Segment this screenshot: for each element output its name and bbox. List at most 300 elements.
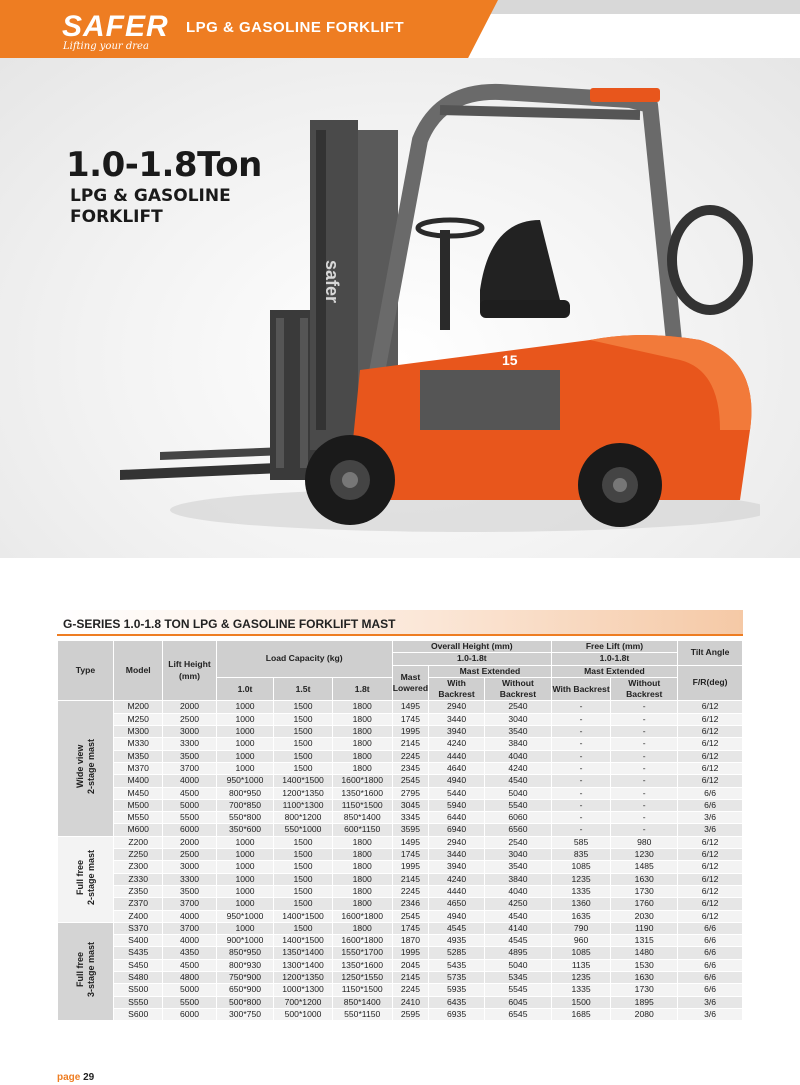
table-row	[58, 1008, 743, 1020]
unit-number: 15	[502, 352, 518, 368]
table-cell: 1500	[274, 726, 332, 738]
body-grey-panel	[420, 370, 560, 430]
table-cell: Z330	[114, 873, 163, 885]
th-mast-lowered: Mast Lowered	[392, 665, 428, 701]
table-cell: 1745	[392, 922, 428, 934]
table-cell: -	[551, 812, 611, 824]
table-row	[58, 713, 743, 725]
header-title: LPG & GASOLINE FORKLIFT	[186, 19, 405, 36]
table-cell: -	[551, 762, 611, 774]
mast-type-label: Wide view 2-stage mast	[74, 739, 96, 795]
table-cell: 1800	[332, 849, 392, 861]
table-cell: -	[551, 750, 611, 762]
table-row	[58, 762, 743, 774]
table-cell: 4250	[485, 898, 552, 910]
table-cell: 1235	[551, 972, 611, 984]
table-cell: 900*1000	[216, 935, 274, 947]
table-cell: 1500	[274, 873, 332, 885]
table-cell: 1600*1800	[332, 775, 392, 787]
table-cell: 6/12	[678, 873, 743, 885]
spec-table-body	[58, 701, 743, 1021]
table-cell: 5040	[485, 959, 552, 971]
table-cell: 4545	[485, 935, 552, 947]
table-cell: 585	[551, 836, 611, 848]
table-row	[58, 799, 743, 811]
table-cell: 4540	[485, 910, 552, 922]
table-cell: M350	[114, 750, 163, 762]
table-cell: 1995	[392, 726, 428, 738]
table-cell: 3840	[485, 738, 552, 750]
th-overall-range: 1.0-1.8t	[392, 653, 551, 665]
table-cell: 1200*1350	[274, 787, 332, 799]
table-cell: S435	[114, 947, 163, 959]
table-cell: 2000	[163, 701, 216, 713]
table-cell: 4650	[429, 898, 485, 910]
table-cell: -	[611, 701, 678, 713]
table-cell: 6440	[429, 812, 485, 824]
table-cell: -	[611, 812, 678, 824]
table-cell: 3940	[429, 861, 485, 873]
table-cell: -	[611, 775, 678, 787]
table-cell: 4800	[163, 972, 216, 984]
table-cell: 800*930	[216, 959, 274, 971]
table-cell: 1995	[392, 947, 428, 959]
table-cell: M330	[114, 738, 163, 750]
table-cell: 1000	[216, 762, 274, 774]
table-row	[58, 849, 743, 861]
section-title: G-SERIES 1.0-1.8 TON LPG & GASOLINE FORKLIFT MAST	[63, 617, 396, 631]
th-free-range: 1.0-1.8t	[551, 653, 677, 665]
table-cell: 5540	[485, 799, 552, 811]
table-cell: M400	[114, 775, 163, 787]
table-cell: 1800	[332, 836, 392, 848]
table-cell: 2245	[392, 750, 428, 762]
table-cell: 1250*1550	[332, 972, 392, 984]
table-cell: 3/6	[678, 812, 743, 824]
table-cell: 6/12	[678, 885, 743, 897]
table-cell: 2500	[163, 849, 216, 861]
table-cell: 1400*1500	[274, 910, 332, 922]
th-overall-with-backrest: With Backrest	[429, 677, 485, 701]
th-lift-height: Lift Height (mm)	[163, 641, 216, 701]
table-cell: 3700	[163, 762, 216, 774]
table-cell: 6/12	[678, 750, 743, 762]
table-cell: 6/6	[678, 947, 743, 959]
table-cell: 5000	[163, 984, 216, 996]
table-row	[58, 947, 743, 959]
table-cell: 1335	[551, 885, 611, 897]
table-row	[58, 824, 743, 836]
table-cell: 1800	[332, 898, 392, 910]
table-cell: 1800	[332, 885, 392, 897]
table-cell: 4440	[429, 885, 485, 897]
table-cell: 4240	[485, 762, 552, 774]
page-header	[0, 0, 800, 58]
table-cell: 1800	[332, 750, 392, 762]
table-cell: 1745	[392, 849, 428, 861]
table-cell: 3540	[485, 726, 552, 738]
table-cell: 790	[551, 922, 611, 934]
table-cell: M250	[114, 713, 163, 725]
table-cell: M500	[114, 799, 163, 811]
table-cell: 3000	[163, 861, 216, 873]
table-cell: 3500	[163, 885, 216, 897]
table-cell: -	[551, 775, 611, 787]
th-free-lift: Free Lift (mm)	[551, 641, 677, 653]
table-cell: 1495	[392, 701, 428, 713]
table-cell: 835	[551, 849, 611, 861]
table-cell: -	[611, 762, 678, 774]
table-cell: 2045	[392, 959, 428, 971]
table-cell: -	[551, 824, 611, 836]
table-cell: 3700	[163, 922, 216, 934]
table-cell: 5935	[429, 984, 485, 996]
table-cell: 1000	[216, 849, 274, 861]
table-cell: 4240	[429, 873, 485, 885]
table-cell: M300	[114, 726, 163, 738]
table-cell: 4140	[485, 922, 552, 934]
table-cell: 350*600	[216, 824, 274, 836]
table-row	[58, 922, 743, 934]
table-cell: 6/6	[678, 959, 743, 971]
table-cell: 3040	[485, 713, 552, 725]
table-cell: 2500	[163, 713, 216, 725]
table-cell: 6/12	[678, 775, 743, 787]
table-cell: 850*950	[216, 947, 274, 959]
table-cell: -	[611, 750, 678, 762]
table-cell: 1630	[611, 972, 678, 984]
table-cell: 5500	[163, 996, 216, 1008]
product-subtitle-line1: LPG & GASOLINE	[70, 186, 231, 206]
table-cell: 3345	[392, 812, 428, 824]
table-cell: 6000	[163, 1008, 216, 1020]
table-cell: 4040	[485, 750, 552, 762]
table-cell: 6/6	[678, 984, 743, 996]
table-row	[58, 701, 743, 713]
table-row	[58, 898, 743, 910]
table-cell: 2795	[392, 787, 428, 799]
table-cell: 4500	[163, 959, 216, 971]
table-cell: 1230	[611, 849, 678, 861]
table-cell: 1730	[611, 885, 678, 897]
table-cell: Z200	[114, 836, 163, 848]
table-cell: 1190	[611, 922, 678, 934]
table-cell: 1350*1600	[332, 787, 392, 799]
th-load-capacity: Load Capacity (kg)	[216, 641, 392, 678]
mast-brand: safer	[322, 260, 342, 304]
table-cell: 1800	[332, 762, 392, 774]
table-cell: 6435	[429, 996, 485, 1008]
table-cell: 1800	[332, 726, 392, 738]
table-cell: 3045	[392, 799, 428, 811]
th-load-1-8t: 1.8t	[332, 677, 392, 701]
mast-type-label: Full free 2-stage mast	[74, 850, 96, 906]
table-cell: 1100*1300	[274, 799, 332, 811]
table-cell: 6/6	[678, 935, 743, 947]
table-cell: 1500	[274, 701, 332, 713]
table-cell: 1000	[216, 873, 274, 885]
table-row	[58, 996, 743, 1008]
table-cell: 1500	[274, 713, 332, 725]
table-cell: 500*800	[216, 996, 274, 1008]
table-cell: 5545	[485, 984, 552, 996]
table-row	[58, 935, 743, 947]
brand-logo: SAFER	[62, 10, 169, 43]
table-cell: 700*850	[216, 799, 274, 811]
table-cell: -	[611, 738, 678, 750]
table-cell: 1235	[551, 873, 611, 885]
table-cell: 1500	[274, 885, 332, 897]
table-cell: 800*1200	[274, 812, 332, 824]
table-cell: 850*1400	[332, 996, 392, 1008]
mast-type-cell	[58, 836, 114, 922]
th-overall-height: Overall Height (mm)	[392, 641, 551, 653]
warning-light	[590, 88, 660, 102]
table-cell: 2595	[392, 1008, 428, 1020]
table-cell: 6/6	[678, 799, 743, 811]
table-cell: S550	[114, 996, 163, 1008]
table-cell: 3840	[485, 873, 552, 885]
th-tilt-fr: F/R(deg)	[678, 665, 743, 701]
table-cell: 2030	[611, 910, 678, 922]
table-cell: 2540	[485, 701, 552, 713]
brand-slogan: Lifting your drea	[63, 41, 149, 52]
table-cell: 1085	[551, 861, 611, 873]
table-cell: 1150*1500	[332, 799, 392, 811]
table-cell: 3440	[429, 849, 485, 861]
table-cell: 1500	[551, 996, 611, 1008]
table-row	[58, 812, 743, 824]
th-mast-extended-free: Mast Extended	[551, 665, 677, 677]
table-cell: 1500	[274, 738, 332, 750]
table-cell: 3000	[163, 726, 216, 738]
table-cell: Z400	[114, 910, 163, 922]
table-cell: 2545	[392, 775, 428, 787]
table-cell: 2940	[429, 836, 485, 848]
table-cell: 6060	[485, 812, 552, 824]
table-cell: 1800	[332, 738, 392, 750]
operator-seat	[480, 220, 560, 310]
table-cell: 1400*1500	[274, 935, 332, 947]
table-row	[58, 787, 743, 799]
th-tilt-angle: Tilt Angle	[678, 641, 743, 666]
table-cell: Z350	[114, 885, 163, 897]
table-cell: 1800	[332, 922, 392, 934]
table-cell: 1000	[216, 861, 274, 873]
table-cell: 5435	[429, 959, 485, 971]
table-cell: M550	[114, 812, 163, 824]
table-cell: 1870	[392, 935, 428, 947]
table-cell: 5735	[429, 972, 485, 984]
table-cell: 950*1000	[216, 775, 274, 787]
table-cell: 1085	[551, 947, 611, 959]
table-cell: S480	[114, 972, 163, 984]
table-row	[58, 972, 743, 984]
page-label: page	[57, 1072, 81, 1083]
table-cell: 1000	[216, 922, 274, 934]
th-type: Type	[58, 641, 114, 701]
table-cell: 1000	[216, 726, 274, 738]
table-cell: 1500	[274, 861, 332, 873]
table-cell: 6940	[429, 824, 485, 836]
table-cell: 5040	[485, 787, 552, 799]
table-cell: 2000	[163, 836, 216, 848]
table-cell: 6/6	[678, 787, 743, 799]
table-cell: 3700	[163, 898, 216, 910]
table-row	[58, 861, 743, 873]
table-cell: 650*900	[216, 984, 274, 996]
forklift-illustration	[120, 70, 760, 540]
table-cell: 2145	[392, 972, 428, 984]
table-cell: -	[551, 799, 611, 811]
table-cell: 1400*1500	[274, 775, 332, 787]
table-cell: 500*1000	[274, 1008, 332, 1020]
table-cell: 3/6	[678, 1008, 743, 1020]
th-load-1-0t: 1.0t	[216, 677, 274, 701]
mast-type-cell	[58, 701, 114, 836]
table-cell: 3300	[163, 738, 216, 750]
table-cell: -	[611, 824, 678, 836]
table-cell: Z300	[114, 861, 163, 873]
mast-type-cell	[58, 922, 114, 1020]
table-cell: 1800	[332, 713, 392, 725]
table-cell: 750*900	[216, 972, 274, 984]
table-cell: 1685	[551, 1008, 611, 1020]
table-cell: 3540	[485, 861, 552, 873]
table-cell: M370	[114, 762, 163, 774]
capacity-heading: 1.0-1.8Ton	[66, 145, 262, 185]
table-row	[58, 726, 743, 738]
table-cell: 1500	[274, 898, 332, 910]
table-row	[58, 873, 743, 885]
table-cell: 1800	[332, 873, 392, 885]
table-cell: 1000	[216, 885, 274, 897]
table-cell: 600*1150	[332, 824, 392, 836]
table-row	[58, 959, 743, 971]
table-cell: S600	[114, 1008, 163, 1020]
lpg-tank	[672, 210, 748, 310]
table-cell: 4540	[485, 775, 552, 787]
table-cell: 5440	[429, 787, 485, 799]
table-cell: 850*1400	[332, 812, 392, 824]
table-row	[58, 910, 743, 922]
table-cell: 2410	[392, 996, 428, 1008]
table-cell: 6/12	[678, 701, 743, 713]
table-cell: 3440	[429, 713, 485, 725]
table-row	[58, 775, 743, 787]
table-cell: -	[551, 701, 611, 713]
table-cell: 5500	[163, 812, 216, 824]
table-cell: 300*750	[216, 1008, 274, 1020]
table-cell: 4240	[429, 738, 485, 750]
table-cell: -	[551, 726, 611, 738]
table-cell: 2245	[392, 984, 428, 996]
table-cell: 1350*1600	[332, 959, 392, 971]
table-row	[58, 738, 743, 750]
table-cell: 3300	[163, 873, 216, 885]
table-cell: 3/6	[678, 824, 743, 836]
table-cell: 4000	[163, 910, 216, 922]
table-cell: 4940	[429, 910, 485, 922]
table-cell: 1135	[551, 959, 611, 971]
table-cell: 4440	[429, 750, 485, 762]
table-cell: M600	[114, 824, 163, 836]
table-cell: 1150*1500	[332, 984, 392, 996]
table-cell: 1800	[332, 861, 392, 873]
steering-wheel	[418, 220, 482, 236]
table-cell: -	[551, 787, 611, 799]
table-cell: 1315	[611, 935, 678, 947]
table-cell: 4895	[485, 947, 552, 959]
table-cell: 1895	[611, 996, 678, 1008]
table-cell: 1350*1400	[274, 947, 332, 959]
mast-spec-table	[57, 640, 743, 1021]
table-cell: 4935	[429, 935, 485, 947]
table-row	[58, 836, 743, 848]
table-cell: -	[611, 787, 678, 799]
table-cell: 1635	[551, 910, 611, 922]
table-cell: 1500	[274, 836, 332, 848]
table-cell: 1760	[611, 898, 678, 910]
table-cell: 2940	[429, 701, 485, 713]
th-overall-without-backrest: Without Backrest	[485, 677, 552, 701]
table-cell: 4940	[429, 775, 485, 787]
table-cell: 4000	[163, 775, 216, 787]
table-cell: 1000	[216, 898, 274, 910]
product-subtitle-line2: FORKLIFT	[70, 207, 163, 227]
table-cell: 2345	[392, 762, 428, 774]
table-cell: 1730	[611, 984, 678, 996]
table-cell: 6545	[485, 1008, 552, 1020]
table-cell: 3595	[392, 824, 428, 836]
table-cell: 2145	[392, 873, 428, 885]
table-cell: 4000	[163, 935, 216, 947]
table-cell: 6/12	[678, 849, 743, 861]
table-cell: 6/12	[678, 738, 743, 750]
table-cell: 1200*1350	[274, 972, 332, 984]
th-load-1-5t: 1.5t	[274, 677, 332, 701]
table-cell: 1000	[216, 713, 274, 725]
table-cell: 6/12	[678, 726, 743, 738]
table-cell: 550*800	[216, 812, 274, 824]
table-cell: 6/12	[678, 762, 743, 774]
table-cell: 1800	[332, 701, 392, 713]
table-cell: 1500	[274, 922, 332, 934]
table-cell: 1500	[274, 849, 332, 861]
table-cell: S370	[114, 922, 163, 934]
table-cell: 1335	[551, 984, 611, 996]
table-cell: 3940	[429, 726, 485, 738]
table-cell: 1000	[216, 738, 274, 750]
table-cell: 3/6	[678, 996, 743, 1008]
table-cell: Z370	[114, 898, 163, 910]
table-cell: 2545	[392, 910, 428, 922]
table-cell: 5285	[429, 947, 485, 959]
table-cell: 980	[611, 836, 678, 848]
steering-column	[440, 230, 450, 330]
table-cell: 2080	[611, 1008, 678, 1020]
table-cell: S400	[114, 935, 163, 947]
table-cell: 4040	[485, 885, 552, 897]
table-cell: 1600*1800	[332, 910, 392, 922]
section-title-bar	[57, 610, 743, 636]
table-cell: 6045	[485, 996, 552, 1008]
table-cell: 1000	[216, 836, 274, 848]
table-cell: 5940	[429, 799, 485, 811]
table-cell: 700*1200	[274, 996, 332, 1008]
table-cell: 6/12	[678, 910, 743, 922]
table-cell: 1995	[392, 861, 428, 873]
